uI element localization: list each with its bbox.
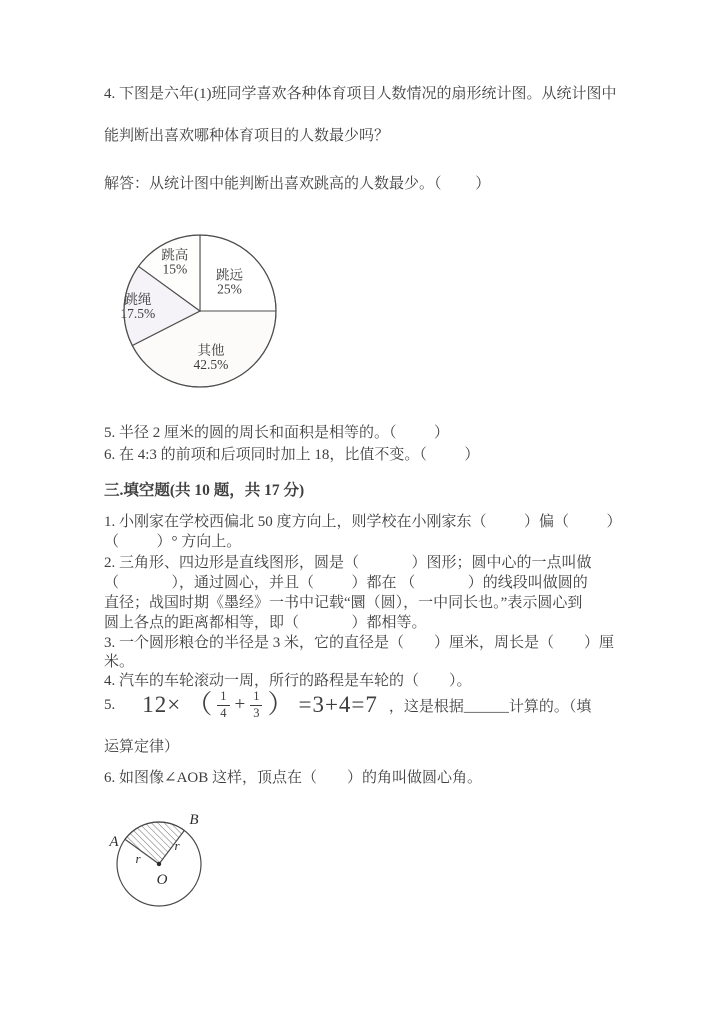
formula-left-paren: （ (186, 690, 213, 720)
pie-slice-label: 其他 42.5% (193, 342, 229, 372)
radius-r1-label: r (135, 851, 141, 866)
fill-q2-line-1: 2. 三角形、四边形是直线图形，圆是（ ）图形；圆中心的一点叫做 (104, 555, 592, 571)
formula-factor: 12× (142, 692, 182, 718)
question-5-judge: 5. 半径 2 厘米的圆的周长和面积是相等的。（ ） (104, 425, 450, 441)
radius-r2-label: r (174, 838, 180, 853)
fill-q5-formula (104, 690, 591, 721)
fill-q4: 4. 汽车的车轮滚动一周，所行的路程是车轮的（ ）。 (104, 673, 472, 689)
fill-q2-line-2: （ ），通过圆心，并且（ ）都在 （ ）的线段叫做圆的 (104, 575, 588, 591)
center-o-label: O (156, 872, 168, 888)
point-a-label: A (109, 834, 119, 850)
center-point (157, 862, 161, 866)
fraction-one-fourth: $\frac{1}{4}$ (217, 690, 229, 721)
pie-chart (105, 227, 295, 395)
central-angle-diagram (100, 810, 220, 925)
fill-q2-line-4: 圆上各点的距离都相等，即（ ）都相等。 (104, 615, 427, 631)
fill-q6: 6. 如图像∠AOB 这样，顶点在（ ）的角叫做圆心角。 (104, 770, 482, 786)
question-4-line-2: 能判断出喜欢哪种体育项目的人数最少吗？ (104, 128, 390, 144)
formula-plus: + (234, 694, 246, 716)
pie-slice-label: 跳高 15% (161, 247, 189, 277)
fill-q5-number: 5. (104, 696, 116, 713)
fill-q5-tail: ，这是根据______计算的。（填 (388, 698, 592, 715)
fill-q2-line-3: 直径；战国时期《墨经》一书中记载“圜（圆），一中同长也。”表示圆心到 (104, 595, 583, 611)
point-b-label: B (189, 812, 199, 828)
fill-q3-line-2: 米。 (104, 654, 135, 670)
fill-q5-tail-2: 运算定律） (104, 739, 180, 755)
question-4-line-1: 4. 下图是六年(1)班同学喜欢各种体育项目人数情况的扇形统计图。从统计图中 (104, 86, 617, 102)
central-angle-svg (100, 810, 220, 925)
section-3-header: 三.填空题(共 10 题，共 17 分) (104, 482, 305, 499)
fill-q1-line-2: （ ）° 方向上。 (104, 534, 242, 550)
formula-result: =3+4=7 (298, 692, 378, 718)
question-6-judge: 6. 在 4:3 的前项和后项同时加上 18，比值不变。（ ） (104, 447, 480, 463)
pie-chart-svg (105, 227, 295, 395)
fraction-one-third: $\frac{1}{3}$ (250, 690, 262, 721)
fill-q3-line-1: 3. 一个圆形粮仓的半径是 3 米，它的直径是（ ）厘米，周长是（ ）厘 (104, 635, 615, 651)
pie-slice-label: 跳绳 17.5% (120, 292, 156, 322)
question-4-answer: 解答：从统计图中能判断出喜欢跳高的人数最少。（ ） (104, 176, 491, 192)
pie-slice-label: 跳远 25% (216, 267, 244, 297)
formula-right-paren: ） (267, 690, 294, 720)
fill-q1-line-1: 1. 小刚家在学校西偏北 50 度方向上，则学校在小刚家东（ ）偏（ ） (104, 514, 622, 530)
